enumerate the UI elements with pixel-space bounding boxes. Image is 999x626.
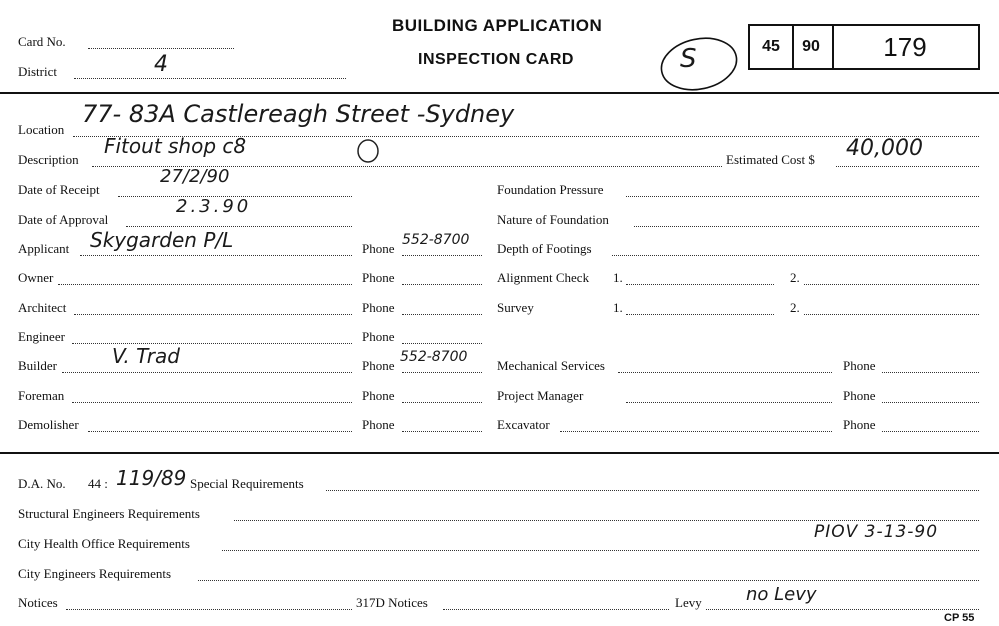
foreman-phone-label: Phone	[362, 388, 395, 403]
excavator-phone-label: Phone	[843, 417, 876, 432]
foreman-field[interactable]	[72, 402, 352, 403]
notices-field[interactable]	[66, 609, 352, 610]
project-manager-label: Project Manager	[497, 388, 584, 403]
applicant-phone-field[interactable]	[402, 255, 482, 256]
date-approval-field[interactable]	[126, 226, 352, 227]
foreman-label: Foreman	[18, 388, 65, 403]
architect-phone-field[interactable]	[402, 314, 482, 315]
engineer-label: Engineer	[18, 329, 65, 344]
alignment-field-1[interactable]	[626, 284, 774, 285]
excavator-field[interactable]	[560, 431, 832, 432]
location-label: Location	[18, 122, 65, 137]
structural-label: Structural Engineers Requirements	[18, 506, 200, 521]
structural-field[interactable]	[234, 520, 979, 521]
applicant-phone-label: Phone	[362, 241, 395, 256]
mechanical-phone-label: Phone	[843, 358, 876, 373]
notices-317d-field[interactable]	[443, 609, 669, 610]
survey-field-2[interactable]	[804, 314, 979, 315]
survey-num-1: 1.	[613, 300, 623, 315]
applicant-phone-value: 552-8700	[402, 232, 470, 248]
da-no-prefix: 44 :	[88, 476, 108, 491]
architect-phone-label: Phone	[362, 300, 395, 315]
district-value: 4	[154, 52, 168, 77]
card-no-label: Card No.	[18, 34, 66, 49]
location-value: 77- 83A Castlereagh Street -Sydney	[82, 100, 515, 128]
district-label: District	[18, 64, 57, 79]
levy-value: no Levy	[746, 584, 817, 605]
title-line-2: INSPECTION CARD	[418, 51, 574, 68]
foundation-pressure-label: Foundation Pressure	[497, 182, 604, 197]
excavator-phone-field[interactable]	[882, 431, 979, 432]
code-box-a: 45	[748, 24, 794, 70]
builder-phone-field[interactable]	[402, 372, 482, 373]
card-no-field[interactable]	[88, 48, 234, 49]
survey-field-1[interactable]	[626, 314, 774, 315]
estimated-cost-label: Estimated Cost $	[726, 152, 815, 167]
nature-foundation-field[interactable]	[634, 226, 979, 227]
applicant-value: Skygarden P/L	[90, 228, 234, 252]
title-line-1: BUILDING APPLICATION	[392, 16, 603, 35]
health-label: City Health Office Requirements	[18, 536, 190, 551]
description-label: Description	[18, 152, 79, 167]
project-manager-phone-field[interactable]	[882, 402, 979, 403]
survey-num-2: 2.	[790, 300, 800, 315]
builder-value: V. Trad	[112, 344, 180, 368]
health-value: PIOV 3-13-90	[814, 522, 939, 542]
mechanical-label: Mechanical Services	[497, 358, 605, 373]
estimated-cost-field[interactable]	[836, 166, 979, 167]
alignment-field-2[interactable]	[804, 284, 979, 285]
alignment-check-label: Alignment Check	[497, 270, 590, 285]
depth-footings-field[interactable]	[612, 255, 979, 256]
demolisher-label: Demolisher	[18, 417, 79, 432]
depth-footings-label: Depth of Footings	[497, 241, 592, 256]
project-manager-phone-label: Phone	[843, 388, 876, 403]
alignment-num-2: 2.	[790, 270, 800, 285]
description-scribble	[356, 138, 380, 164]
owner-label: Owner	[18, 270, 54, 285]
city-engineers-field[interactable]	[198, 580, 979, 581]
health-field[interactable]	[222, 550, 979, 551]
district-field[interactable]	[74, 78, 346, 79]
foundation-pressure-field[interactable]	[626, 196, 979, 197]
code-box-b: 90	[790, 24, 834, 70]
engineer-phone-label: Phone	[362, 329, 395, 344]
notices-label: Notices	[18, 595, 58, 610]
date-approval-label: Date of Approval	[18, 212, 109, 227]
survey-label: Survey	[497, 300, 534, 315]
demolisher-phone-field[interactable]	[402, 431, 482, 432]
demolisher-field[interactable]	[88, 431, 352, 432]
alignment-num-1: 1.	[613, 270, 623, 285]
owner-phone-label: Phone	[362, 270, 395, 285]
builder-field[interactable]	[62, 372, 352, 373]
foreman-phone-field[interactable]	[402, 402, 482, 403]
date-receipt-value: 27/2/90	[160, 166, 230, 187]
top-rule	[0, 92, 999, 94]
circled-mark	[658, 34, 740, 92]
builder-phone-label: Phone	[362, 358, 395, 373]
da-no-label: D.A. No.	[18, 476, 66, 491]
code-box-c: 179	[832, 24, 980, 70]
circled-mark-letter: S	[680, 44, 697, 74]
project-manager-field[interactable]	[626, 402, 832, 403]
applicant-label: Applicant	[18, 241, 70, 256]
nature-foundation-label: Nature of Foundation	[497, 212, 609, 227]
demolisher-phone-label: Phone	[362, 417, 395, 432]
excavator-label: Excavator	[497, 417, 550, 432]
date-receipt-label: Date of Receipt	[18, 182, 100, 197]
levy-label: Levy	[675, 595, 702, 610]
levy-field[interactable]	[706, 609, 979, 610]
middle-rule	[0, 452, 999, 454]
builder-phone-value: 552-8700	[400, 349, 468, 365]
estimated-cost-value: 40,000	[846, 136, 923, 161]
city-engineers-label: City Engineers Requirements	[18, 566, 172, 581]
mechanical-phone-field[interactable]	[882, 372, 979, 373]
engineer-phone-field[interactable]	[402, 343, 482, 344]
applicant-field[interactable]	[80, 255, 352, 256]
architect-field[interactable]	[74, 314, 352, 315]
mechanical-field[interactable]	[618, 372, 832, 373]
special-requirements-label: Special Requirements	[190, 476, 304, 491]
owner-field[interactable]	[58, 284, 352, 285]
description-value: Fitout shop c8	[104, 134, 247, 158]
owner-phone-field[interactable]	[402, 284, 482, 285]
special-requirements-field[interactable]	[326, 490, 979, 491]
form-code: CP 55	[944, 612, 975, 624]
notices-317d-label: 317D Notices	[356, 595, 428, 610]
date-approval-value: 2.3.90	[176, 196, 252, 217]
architect-label: Architect	[18, 300, 67, 315]
builder-label: Builder	[18, 358, 57, 373]
da-no-value: 119/89	[116, 466, 187, 490]
